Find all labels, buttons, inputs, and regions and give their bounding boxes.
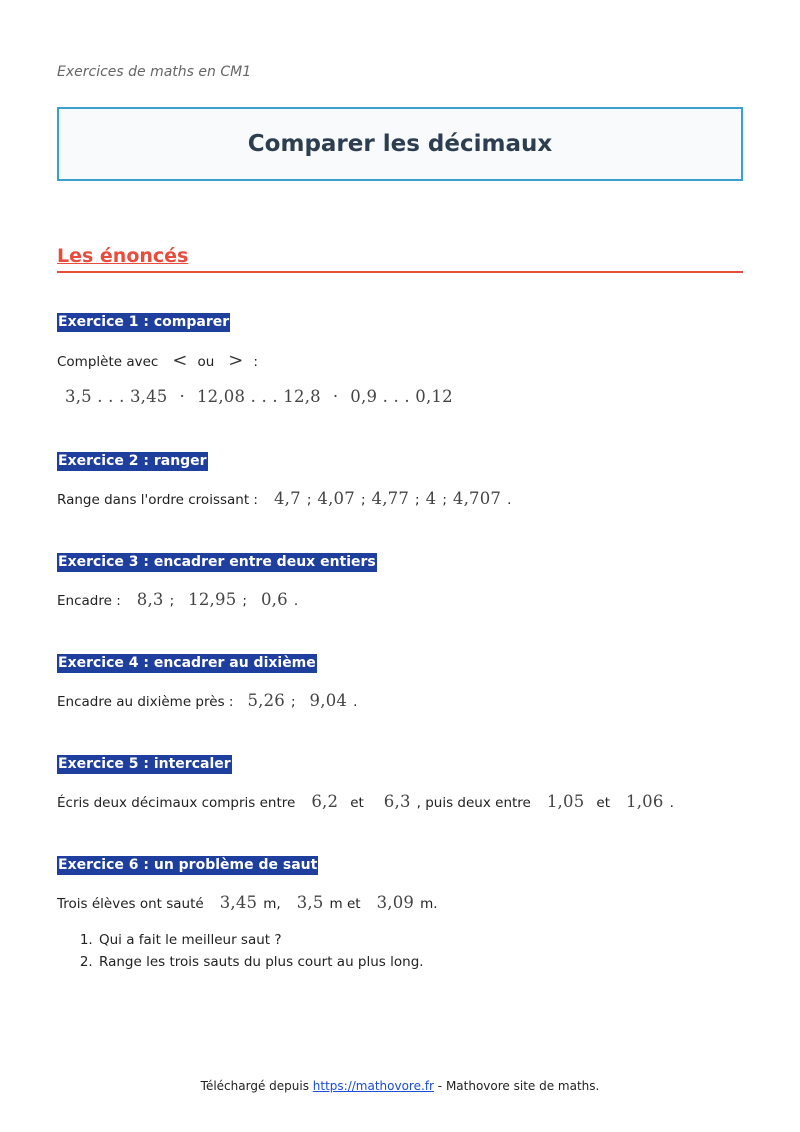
separator-semicolon: ; — [242, 593, 247, 609]
separator-semicolon: ; — [415, 492, 420, 508]
title-box — [57, 107, 743, 181]
separator-dot: · — [179, 387, 185, 406]
unit-text: m et — [329, 896, 361, 912]
decimal-value: 4,7 — [273, 489, 301, 508]
section-heading — [57, 245, 743, 273]
exercise-5-line — [57, 792, 674, 811]
decimal-value: 6,3 — [383, 792, 411, 811]
greater-than-symbol: > — [228, 350, 244, 371]
decimal-value: 4,707 — [452, 489, 502, 508]
footer-suffix: - Mathovore site de maths. — [437, 1079, 600, 1093]
footer-prefix: Téléchargé depuis — [200, 1079, 309, 1093]
page-title: Comparer les décimaux — [247, 131, 553, 157]
decimal-value: 5,26 — [247, 691, 285, 710]
decimal-value: 4,77 — [371, 489, 410, 508]
exercise-6-line — [57, 893, 438, 912]
comparison-item: 12,08 . . . 12,8 — [196, 387, 321, 406]
decimal-value: 3,5 — [296, 893, 324, 912]
unit-text: m, — [263, 896, 281, 912]
ex4-instruction-text: Encadre au dixième près : — [57, 694, 234, 710]
decimal-value: 3,45 — [219, 893, 258, 912]
section-heading-text: Les énoncés — [57, 245, 189, 267]
ex1-instruction-text: Complète avec — [57, 354, 159, 370]
exercise-2-title: Exercice 2 : ranger — [58, 453, 207, 469]
ex3-instruction-text: Encadre : — [57, 593, 121, 609]
ex5-text-part2: , puis deux entre — [416, 795, 531, 811]
ex5-et-text: et — [596, 795, 611, 811]
footer-link[interactable]: https://mathovore.fr — [312, 1079, 434, 1093]
ex1-colon: : — [253, 354, 258, 370]
ex2-instruction-text: Range dans l'ordre croissant : — [57, 492, 258, 508]
exercise-1-title: Exercice 1 : comparer — [58, 314, 230, 330]
decimal-value: 8,3 — [136, 590, 164, 609]
exercise-2-line — [57, 489, 511, 508]
separator-semicolon: ; — [290, 694, 296, 710]
exercise-1-comparisons — [59, 387, 459, 406]
separator-semicolon: ; — [360, 492, 366, 508]
comparison-item: 3,5 . . . 3,45 — [65, 387, 168, 406]
exercise-4-line — [57, 691, 357, 710]
separator-dot: · — [332, 387, 339, 406]
ex5-et-text: et — [350, 795, 364, 811]
footer — [0, 1079, 800, 1093]
end-period: . — [353, 694, 358, 710]
exercise-6-title: Exercice 6 : un problème de saut — [58, 857, 318, 873]
ex1-ou-text: ou — [197, 354, 215, 370]
unit-text: m. — [420, 896, 438, 912]
decimal-value: 12,95 — [188, 590, 237, 609]
separator-semicolon: ; — [169, 593, 175, 609]
exercise-4-title: Exercice 4 : encadrer au dixième — [58, 655, 316, 671]
exercise-5-title: Exercice 5 : intercaler — [58, 756, 231, 772]
exercise-3-title: Exercice 3 : encadrer entre deux entiers — [58, 554, 376, 570]
separator-semicolon: ; — [306, 492, 312, 508]
worksheet-subtitle: Exercices de maths en CM1 — [57, 64, 252, 80]
decimal-value: 0,6 — [260, 590, 288, 609]
ex5-text-part1: Écris deux décimaux compris entre — [57, 795, 296, 811]
decimal-value: 4 — [425, 489, 437, 508]
exercise-3-line — [57, 590, 298, 609]
decimal-value: 1,06 — [626, 792, 664, 811]
separator-semicolon: ; — [442, 492, 447, 508]
end-period: . — [293, 593, 299, 609]
end-period: . — [507, 492, 512, 508]
decimal-value: 6,2 — [311, 792, 339, 811]
ex6-text-part1: Trois élèves ont sauté — [57, 896, 204, 912]
decimal-value: 1,05 — [546, 792, 585, 811]
decimal-value: 3,09 — [376, 893, 415, 912]
end-period: . — [669, 795, 674, 811]
exercise-1-instruction — [57, 350, 258, 371]
decimal-value: 9,04 — [309, 691, 348, 710]
comparison-item: 0,9 . . . 0,12 — [350, 387, 453, 406]
exercise-6-questions — [57, 932, 424, 976]
decimal-value: 4,07 — [317, 489, 355, 508]
less-than-symbol: < — [172, 350, 188, 371]
question-item: 1. Qui a fait le meilleur saut ? — [97, 932, 424, 948]
question-item: 2. Range les trois sauts du plus court au plus long. — [97, 954, 424, 970]
